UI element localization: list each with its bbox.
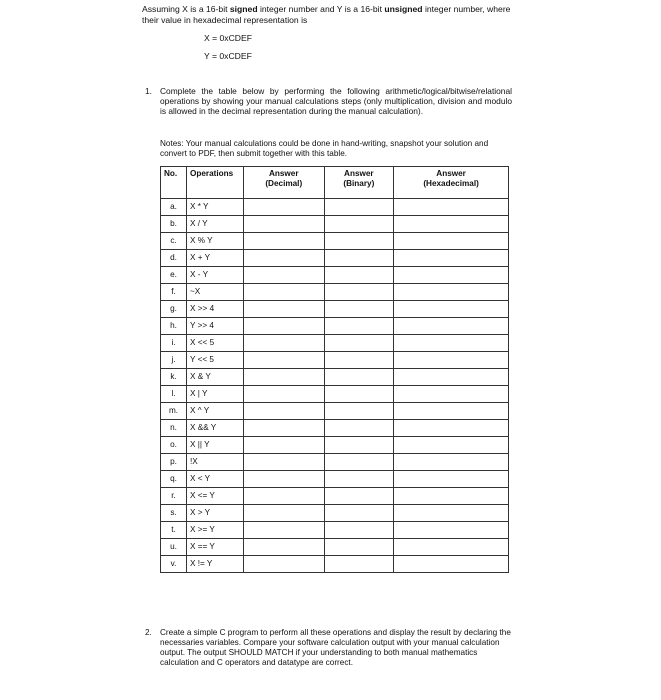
question-2-number: 2. (145, 628, 152, 637)
answer-decimal-cell (244, 267, 325, 284)
answer-hex-cell (394, 488, 509, 505)
row-operation: X != Y (187, 556, 244, 573)
row-operation: X > Y (187, 505, 244, 522)
intro-text-3: integer number, where their value in hexadecimal representation is (142, 4, 511, 25)
answer-decimal-cell (244, 488, 325, 505)
answer-binary-cell (324, 471, 394, 488)
table-row (161, 199, 509, 216)
row-operation: Y >> 4 (187, 318, 244, 335)
header-decimal: Answer (Decimal) (244, 167, 325, 199)
row-number: q. (161, 471, 187, 488)
answer-hex-cell (394, 522, 509, 539)
answer-decimal-cell (244, 352, 325, 369)
row-operation: X + Y (187, 250, 244, 267)
answer-decimal-cell (244, 556, 325, 573)
row-number: m. (161, 403, 187, 420)
row-operation: ~X (187, 284, 244, 301)
table-row (161, 335, 509, 352)
table-row (161, 522, 509, 539)
question-1 (145, 86, 512, 116)
table-row (161, 539, 509, 556)
row-operation: X <= Y (187, 488, 244, 505)
answer-binary-cell (324, 420, 394, 437)
answer-decimal-cell (244, 420, 325, 437)
equation-y: Y = 0xCDEF (204, 51, 252, 61)
row-operation: X & Y (187, 369, 244, 386)
table-row (161, 454, 509, 471)
row-operation: X % Y (187, 233, 244, 250)
answer-hex-cell (394, 199, 509, 216)
row-number: c. (161, 233, 187, 250)
row-operation: X ^ Y (187, 403, 244, 420)
answer-hex-cell (394, 471, 509, 488)
answer-binary-cell (324, 454, 394, 471)
answer-decimal-cell (244, 301, 325, 318)
answer-hex-cell (394, 216, 509, 233)
table-row (161, 284, 509, 301)
answer-binary-cell (324, 522, 394, 539)
header-operations: Operations (187, 167, 244, 199)
row-operation: X >= Y (187, 522, 244, 539)
table-row (161, 318, 509, 335)
answer-binary-cell (324, 318, 394, 335)
row-operation: X >> 4 (187, 301, 244, 318)
row-operation: Y << 5 (187, 352, 244, 369)
table-row (161, 420, 509, 437)
row-number: i. (161, 335, 187, 352)
answer-hex-cell (394, 301, 509, 318)
answer-decimal-cell (244, 454, 325, 471)
row-number: e. (161, 267, 187, 284)
answer-binary-cell (324, 369, 394, 386)
answer-binary-cell (324, 556, 394, 573)
table-row (161, 403, 509, 420)
answer-hex-cell (394, 556, 509, 573)
answer-hex-cell (394, 233, 509, 250)
notes: Notes: Your manual calculations could be done in hand-writing, snapshot your solution and convert to PDF, then submit together with this table. (160, 139, 489, 158)
table-row (161, 369, 509, 386)
answer-decimal-cell (244, 369, 325, 386)
intro-unsigned: unsigned (384, 4, 423, 14)
table-row (161, 386, 509, 403)
equation-x: X = 0xCDEF (204, 33, 252, 43)
row-operation: X << 5 (187, 335, 244, 352)
row-operation: X - Y (187, 267, 244, 284)
header-binary: Answer (Binary) (324, 167, 394, 199)
row-number: d. (161, 250, 187, 267)
answer-binary-cell (324, 488, 394, 505)
answer-decimal-cell (244, 250, 325, 267)
row-operation: X || Y (187, 437, 244, 454)
row-number: l. (161, 386, 187, 403)
table-row (161, 437, 509, 454)
row-number: k. (161, 369, 187, 386)
intro-paragraph (142, 4, 522, 26)
answer-hex-cell (394, 318, 509, 335)
table-row (161, 301, 509, 318)
row-operation: X && Y (187, 420, 244, 437)
row-number: a. (161, 199, 187, 216)
answer-binary-cell (324, 403, 394, 420)
table-row (161, 216, 509, 233)
answer-hex-cell (394, 505, 509, 522)
answer-binary-cell (324, 437, 394, 454)
row-number: g. (161, 301, 187, 318)
operations-table (160, 166, 509, 573)
answer-decimal-cell (244, 233, 325, 250)
row-number: h. (161, 318, 187, 335)
answer-binary-cell (324, 386, 394, 403)
row-operation: X / Y (187, 216, 244, 233)
answer-hex-cell (394, 437, 509, 454)
question-2 (145, 628, 512, 668)
row-operation: X < Y (187, 471, 244, 488)
answer-binary-cell (324, 216, 394, 233)
row-operation: X == Y (187, 539, 244, 556)
row-number: t. (161, 522, 187, 539)
row-number: v. (161, 556, 187, 573)
answer-hex-cell (394, 335, 509, 352)
answer-hex-cell (394, 250, 509, 267)
table-header-row (161, 167, 509, 199)
row-number: n. (161, 420, 187, 437)
answer-hex-cell (394, 352, 509, 369)
answer-decimal-cell (244, 437, 325, 454)
answer-hex-cell (394, 454, 509, 471)
row-number: u. (161, 539, 187, 556)
answer-binary-cell (324, 233, 394, 250)
intro-signed: signed (229, 4, 258, 14)
answer-hex-cell (394, 284, 509, 301)
table-row (161, 233, 509, 250)
answer-decimal-cell (244, 284, 325, 301)
table-row (161, 250, 509, 267)
answer-binary-cell (324, 505, 394, 522)
answer-decimal-cell (244, 522, 325, 539)
row-number: p. (161, 454, 187, 471)
row-number: j. (161, 352, 187, 369)
row-number: b. (161, 216, 187, 233)
answer-hex-cell (394, 403, 509, 420)
answer-binary-cell (324, 539, 394, 556)
answer-decimal-cell (244, 216, 325, 233)
table-row (161, 556, 509, 573)
intro-text-1: Assuming X is a 16-bit (142, 4, 230, 14)
row-number: o. (161, 437, 187, 454)
table-row (161, 352, 509, 369)
row-operation: X | Y (187, 386, 244, 403)
table-row (161, 471, 509, 488)
answer-binary-cell (324, 199, 394, 216)
row-number: s. (161, 505, 187, 522)
answer-hex-cell (394, 386, 509, 403)
answer-decimal-cell (244, 403, 325, 420)
row-number: r. (161, 488, 187, 505)
answer-binary-cell (324, 301, 394, 318)
row-operation: X * Y (187, 199, 244, 216)
intro-text-2: integer number and Y is a 16-bit (257, 4, 385, 14)
answer-decimal-cell (244, 539, 325, 556)
table-body (161, 199, 509, 573)
answer-binary-cell (324, 250, 394, 267)
row-number: f. (161, 284, 187, 301)
answer-decimal-cell (244, 386, 325, 403)
header-no: No. (161, 167, 187, 199)
answer-decimal-cell (244, 335, 325, 352)
question-1-text: Complete the table below by performing the following arithmetic/logical/bitwise/relational operations by showing your manual calculations steps (only multiplication, division and modulo is allowed in the decimal representation during the manual calculation). (160, 86, 512, 116)
table-row (161, 505, 509, 522)
question-1-number: 1. (145, 86, 152, 96)
answer-hex-cell (394, 369, 509, 386)
row-operation: !X (187, 454, 244, 471)
table-row (161, 267, 509, 284)
answer-binary-cell (324, 267, 394, 284)
answer-binary-cell (324, 284, 394, 301)
answer-hex-cell (394, 539, 509, 556)
header-hex: Answer (Hexadecimal) (394, 167, 509, 199)
answer-decimal-cell (244, 199, 325, 216)
answer-decimal-cell (244, 471, 325, 488)
answer-decimal-cell (244, 505, 325, 522)
answer-hex-cell (394, 420, 509, 437)
answer-binary-cell (324, 335, 394, 352)
answer-binary-cell (324, 352, 394, 369)
table-row (161, 488, 509, 505)
answer-hex-cell (394, 267, 509, 284)
question-2-text: Create a simple C program to perform all these operations and display the result by declaring the necessaries variables. Compare your software calculation output with your manual calculation output. The output SHOULD MATCH if your understanding to both manual mathematics calculation and C operators and datatype are correct. (160, 628, 511, 667)
answer-decimal-cell (244, 318, 325, 335)
